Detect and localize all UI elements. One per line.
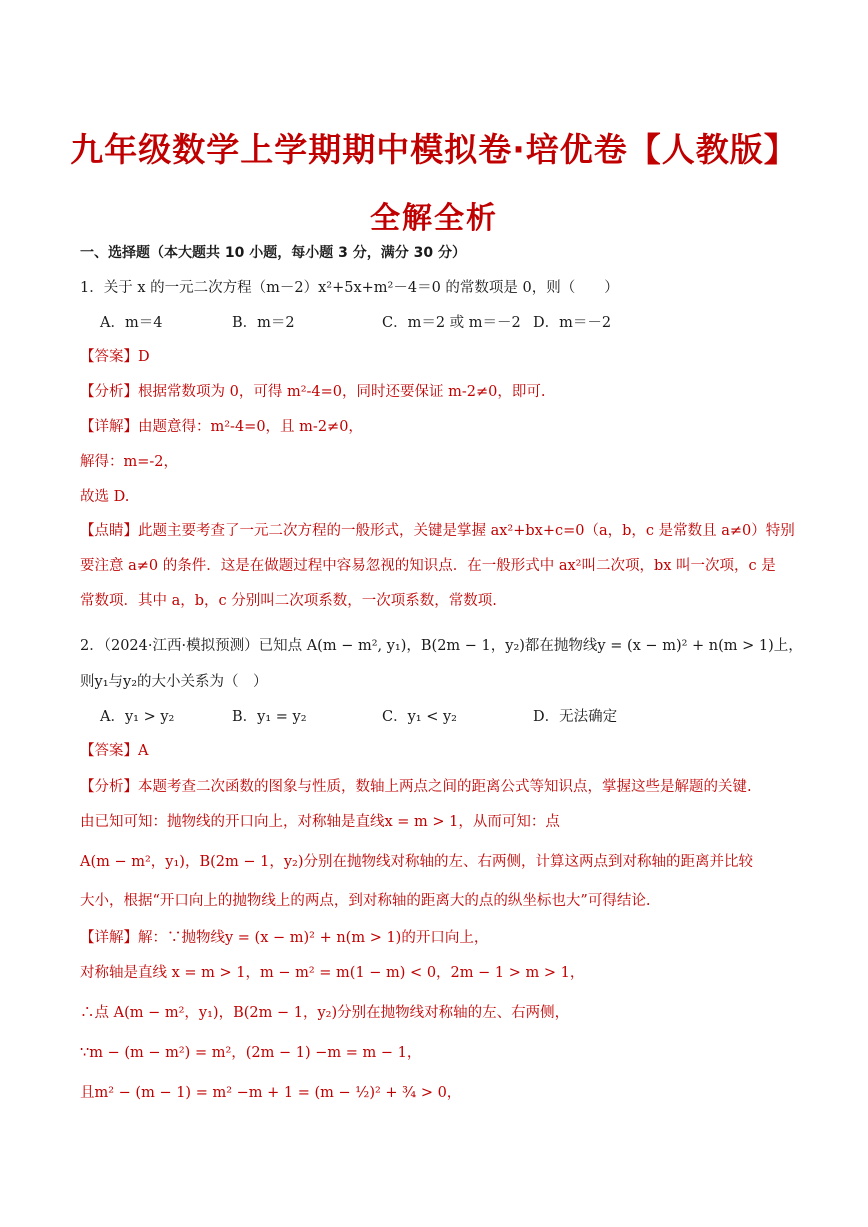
question-2-option-b: B．y₁ = y₂: [232, 709, 307, 725]
question-2-analysis-line-2: 由已知可知：抛物线的开口向上，对称轴是直线x = m > 1，从而可知：点: [80, 814, 560, 830]
question-2-detail-line-5: 且m² − (m − 1) = m² −m + 1 = (m − ½)² + ¾ > 0，: [80, 1085, 462, 1101]
question-1-option-b: B．m＝2: [232, 315, 295, 331]
question-2-stem-line-2: 则y₁与y₂的大小关系为（ ）: [80, 674, 268, 690]
question-1-detail: 【详解】由题意得：m²-4=0，且 m-2≠0，: [80, 419, 363, 435]
question-1-choose: 故选 D.: [80, 489, 130, 505]
section-heading: 一、选择题（本大题共 10 小题，每小题 3 分，满分 30 分）: [80, 245, 466, 261]
question-2-option-d: D．无法确定: [533, 709, 618, 725]
question-1-solve: 解得：m=-2，: [80, 454, 179, 470]
question-2-answer: 【答案】A: [80, 743, 149, 759]
question-2-analysis-line-3: A(m − m²，y₁)，B(2m − 1，y₂)分别在抛物线对称轴的左、右两侧，计算这两点到对称轴的距离并比较: [80, 854, 754, 870]
question-2-option-a: A．y₁ > y₂: [100, 709, 175, 725]
question-1-option-d: D．m＝－2: [533, 315, 612, 331]
question-1-comment-line-1: 【点睛】此题主要考查了一元二次方程的一般形式，关键是掌握 ax²+bx+c=0（a，b，c 是常数且 a≠0）特别: [80, 523, 795, 539]
question-2-detail-line-1: 【详解】解：∵抛物线y = (x − m)² + n(m > 1)的开口向上，: [80, 930, 489, 946]
document-subtitle: 全解全析: [370, 201, 498, 236]
question-2-analysis-line-1: 【分析】本题考查二次函数的图象与性质，数轴上两点之间的距离公式等知识点，掌握这些是解题的关键.: [80, 779, 752, 795]
question-2-detail-line-2: 对称轴是直线 x = m > 1，m − m² = m(1 − m) < 0，2m − 1 > m > 1，: [80, 965, 585, 981]
question-1-option-a: A．m＝4: [100, 315, 163, 331]
question-1-analysis: 【分析】根据常数项为 0，可得 m²-4=0，同时还要保证 m-2≠0，即可.: [80, 384, 546, 400]
question-1-stem: 1．关于 x 的一元二次方程（m－2）x²+5x+m²－4＝0 的常数项是 0，则（ ）: [80, 280, 619, 296]
question-1-comment-line-3: 常数项．其中 a，b，c 分别叫二次项系数，一次项系数，常数项.: [80, 593, 497, 609]
question-1-option-c: C．m＝2 或 m＝－2: [382, 315, 521, 331]
question-2-detail-line-4: ∵m − (m − m²) = m²，(2m − 1) −m = m − 1，: [80, 1045, 422, 1061]
question-1-answer: 【答案】D: [80, 349, 150, 365]
question-2-option-c: C．y₁ < y₂: [382, 709, 457, 725]
document-title: 九年级数学上学期期中模拟卷·培优卷【人教版】: [70, 130, 798, 169]
question-1-comment-line-2: 要注意 a≠0 的条件．这是在做题过程中容易忽视的知识点．在一般形式中 ax²叫二次项，bx 叫一次项，c 是: [80, 558, 776, 574]
question-2-detail-line-3: ∴点 A(m − m²，y₁)，B(2m − 1，y₂)分别在抛物线对称轴的左、右两侧，: [80, 1005, 570, 1021]
question-2-stem-line-1: 2．（2024·江西·模拟预测）已知点 A(m − m², y₁)，B(2m − 1，y₂)都在抛物线y = (x − m)² + n(m > 1)上，: [80, 638, 803, 654]
question-2-analysis-line-4: 大小，根据“开口向上的抛物线上的两点，到对称轴的距离大的点的纵坐标也大”可得结论.: [80, 893, 651, 909]
